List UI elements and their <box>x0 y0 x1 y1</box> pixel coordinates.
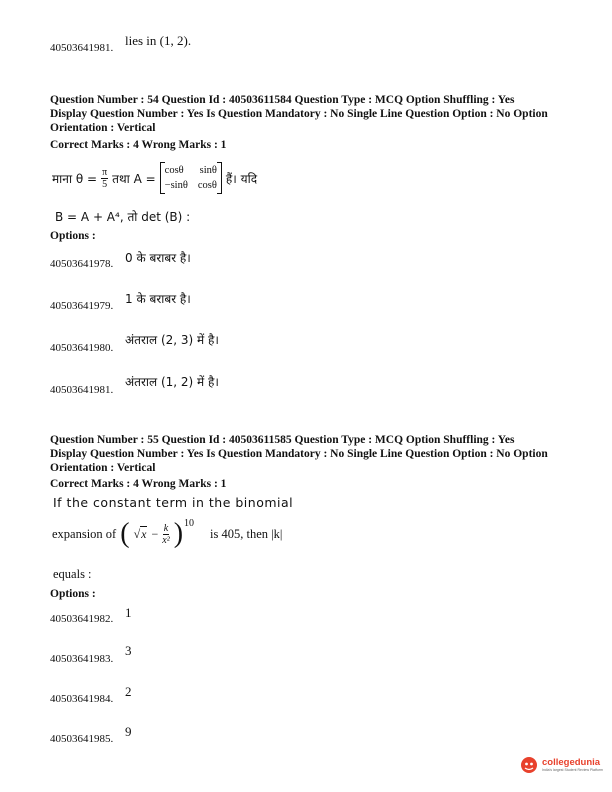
header-line: Question Number : 54 Question Id : 40503611584 Question Type : MCQ Option Shuffling : Yes <box>50 94 515 106</box>
sqrt-x: √ x <box>133 526 147 541</box>
brand-tagline: India's largest Student Review Platform <box>542 767 603 772</box>
options-label: Options : <box>50 230 96 242</box>
stem-line-1: If the constant term in the binomial <box>53 495 294 510</box>
option-id: 40503641980. <box>50 342 114 354</box>
option-text: अंतराल (1, 2) में है। <box>125 375 219 389</box>
option-text: 9 <box>125 724 132 739</box>
header-line: Display Question Number : Yes Is Question Mandatory : No Single Line Question Option : No Option <box>50 448 548 460</box>
matrix-cell: cosθ <box>164 165 184 176</box>
brand-name: collegedunia <box>542 756 601 768</box>
matrix-cell: −sinθ <box>164 180 188 191</box>
option-text: 1 <box>125 605 132 620</box>
question-54-stem <box>52 162 257 194</box>
right-paren: ) <box>173 518 184 549</box>
option-text: 0 के बराबर है। <box>125 251 191 265</box>
stem-prefix: माना θ = <box>52 171 98 186</box>
options-label: Options : <box>50 588 96 600</box>
frac-num: π <box>102 166 108 178</box>
option-id: 40503641981. <box>50 42 114 54</box>
collegedunia-logo <box>520 756 603 774</box>
matrix-A <box>160 162 222 194</box>
option-text: 2 <box>125 684 132 699</box>
option-id: 40503641982. <box>50 613 114 625</box>
option-id: 40503641979. <box>50 300 114 312</box>
logo-text <box>542 758 603 773</box>
question-55-header <box>50 433 590 475</box>
frac-den: x² <box>162 534 170 546</box>
header-line: Orientation : Vertical <box>50 462 156 474</box>
marks: Correct Marks : 4 Wrong Marks : 1 <box>50 139 227 151</box>
left-paren: ( <box>120 518 130 549</box>
matrix-cell: cosθ <box>197 180 217 191</box>
option-text: 1 के बराबर है। <box>125 292 191 306</box>
question-55-expression <box>52 520 282 548</box>
stem-line-2: B = A + A⁴, तो det (B) : <box>55 210 191 224</box>
option-text: 3 <box>125 643 132 658</box>
option-id: 40503641985. <box>50 733 114 745</box>
sqrt-radicand: x <box>141 527 147 541</box>
fraction-k-x2 <box>162 523 169 546</box>
mascot-icon <box>520 756 538 774</box>
header-line: Question Number : 55 Question Id : 40503611585 Question Type : MCQ Option Shuffling : Yes <box>50 434 515 446</box>
frac-den: 5 <box>102 178 108 190</box>
marks: Correct Marks : 4 Wrong Marks : 1 <box>50 478 227 490</box>
header-line: Display Question Number : Yes Is Question Mandatory : No Single Line Question Option : No Option <box>50 108 548 120</box>
option-id: 40503641983. <box>50 653 114 665</box>
exponent: 10 <box>184 518 195 529</box>
stem-after: is 405, then |k| <box>210 526 283 541</box>
option-id: 40503641981. <box>50 384 114 396</box>
option-text: अंतराल (2, 3) में है। <box>125 333 219 347</box>
frac-num: k <box>163 522 169 534</box>
matrix-cell: sinθ <box>199 165 217 176</box>
fraction-pi-5 <box>101 167 108 190</box>
stem-suffix: हैं। यदि <box>225 171 258 186</box>
stem-mid: तथा A = <box>112 171 156 186</box>
header-line: Orientation : Vertical <box>50 122 156 134</box>
minus-sign: − <box>151 526 159 541</box>
option-id: 40503641978. <box>50 258 114 270</box>
stem-expansion: expansion of <box>52 526 117 541</box>
option-text: lies in (1, 2). <box>125 33 192 48</box>
question-54-header <box>50 93 590 135</box>
option-id: 40503641984. <box>50 693 114 705</box>
stem-line-3: equals : <box>53 567 92 581</box>
